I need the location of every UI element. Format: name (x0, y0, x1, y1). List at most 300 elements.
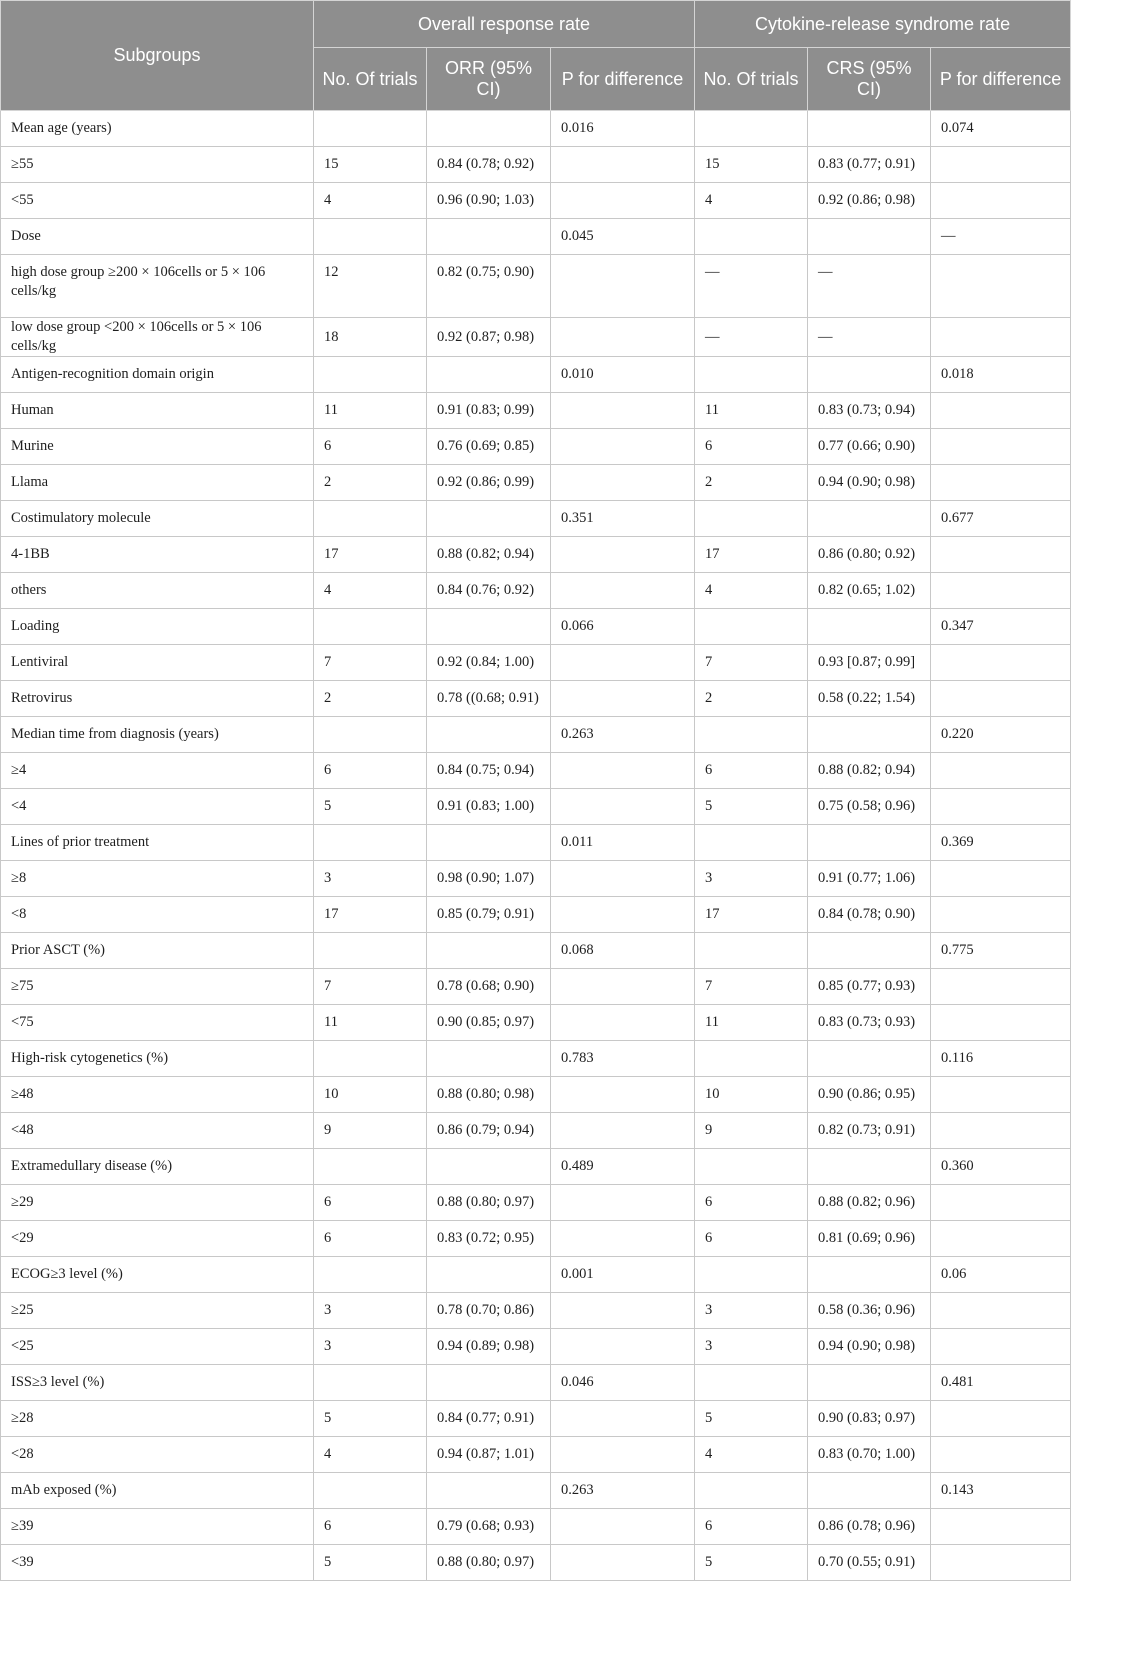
orr-ci-header: ORR (95% CI) (427, 48, 551, 111)
subgroup-label-cell: <48 (1, 1113, 314, 1149)
crs-value-cell: 0.83 (0.73; 0.94) (808, 393, 931, 429)
crs-trials-cell (695, 825, 808, 861)
orr-value-cell: 0.78 (0.70; 0.86) (427, 1293, 551, 1329)
subgroup-label-cell: ≥75 (1, 969, 314, 1005)
orr-value-cell: 0.92 (0.87; 0.98) (427, 318, 551, 357)
subgroup-label-cell: Median time from diagnosis (years) (1, 717, 314, 753)
table-row (1, 1041, 1071, 1077)
crs-value-cell: 0.81 (0.69; 0.96) (808, 1221, 931, 1257)
crs-trials-cell: — (695, 318, 808, 357)
subgroup-label-cell: Dose (1, 219, 314, 255)
orr-value-cell (427, 1473, 551, 1509)
crs-trials-cell: 17 (695, 537, 808, 573)
subgroup-label-cell: <25 (1, 1329, 314, 1365)
orr-value-cell: 0.85 (0.79; 0.91) (427, 897, 551, 933)
table-row (1, 501, 1071, 537)
orr-value-cell: 0.84 (0.75; 0.94) (427, 753, 551, 789)
crs-p-value-cell (931, 645, 1071, 681)
orr-value-cell: 0.84 (0.76; 0.92) (427, 573, 551, 609)
table-row (1, 219, 1071, 255)
subgroup-label-cell: ≥28 (1, 1401, 314, 1437)
orr-trials-cell: 10 (314, 1077, 427, 1113)
crs-p-value-cell (931, 861, 1071, 897)
orr-trials-cell: 7 (314, 645, 427, 681)
table-row (1, 1293, 1071, 1329)
orr-trials-cell: 3 (314, 1329, 427, 1365)
crs-p-value-cell (931, 897, 1071, 933)
orr-value-cell (427, 219, 551, 255)
crs-value-cell: 0.83 (0.70; 1.00) (808, 1437, 931, 1473)
table-row (1, 933, 1071, 969)
orr-p-value-cell (551, 897, 695, 933)
orr-trials-cell: 12 (314, 255, 427, 318)
orr-value-cell: 0.84 (0.77; 0.91) (427, 1401, 551, 1437)
crs-trials-cell: 6 (695, 429, 808, 465)
orr-p-value-cell: 0.045 (551, 219, 695, 255)
subgroup-label-cell: <55 (1, 183, 314, 219)
orr-p-value-cell: 0.016 (551, 111, 695, 147)
crs-trials-cell (695, 609, 808, 645)
subgroup-label-cell: ISS≥3 level (%) (1, 1365, 314, 1401)
table-row (1, 1257, 1071, 1293)
crs-trials-cell: 2 (695, 681, 808, 717)
crs-value-cell: 0.90 (0.86; 0.95) (808, 1077, 931, 1113)
crs-value-cell (808, 1149, 931, 1185)
crs-p-value-cell (931, 573, 1071, 609)
orr-trials-cell: 15 (314, 147, 427, 183)
orr-p-value-cell: 0.001 (551, 1257, 695, 1293)
orr-p-value-cell (551, 1113, 695, 1149)
orr-p-value-cell: 0.351 (551, 501, 695, 537)
crs-value-cell: 0.83 (0.77; 0.91) (808, 147, 931, 183)
crs-p-value-cell (931, 537, 1071, 573)
table-row (1, 1005, 1071, 1041)
crs-value-cell: — (808, 255, 931, 318)
crs-trials-cell (695, 1257, 808, 1293)
crs-value-cell: 0.93 [0.87; 0.99] (808, 645, 931, 681)
orr-trials-cell (314, 1041, 427, 1077)
orr-trials-cell: 6 (314, 1185, 427, 1221)
orr-p-value-cell (551, 1293, 695, 1329)
subgroup-label-cell: Antigen-recognition domain origin (1, 357, 314, 393)
crs-p-value-cell (931, 789, 1071, 825)
orr-p-value-cell (551, 537, 695, 573)
crs-value-cell: 0.94 (0.90; 0.98) (808, 465, 931, 501)
crs-trials-cell: — (695, 255, 808, 318)
orr-value-cell: 0.88 (0.82; 0.94) (427, 537, 551, 573)
orr-value-cell: 0.86 (0.79; 0.94) (427, 1113, 551, 1149)
orr-group-header: Overall response rate (314, 1, 695, 48)
orr-value-cell: 0.79 (0.68; 0.93) (427, 1509, 551, 1545)
orr-trials-cell: 4 (314, 183, 427, 219)
table-row (1, 1221, 1071, 1257)
orr-trials-cell (314, 111, 427, 147)
orr-p-value-cell (551, 183, 695, 219)
subgroup-label-cell: ≥48 (1, 1077, 314, 1113)
orr-p-value-cell (551, 1077, 695, 1113)
crs-p-value-cell (931, 1437, 1071, 1473)
orr-value-cell: 0.96 (0.90; 1.03) (427, 183, 551, 219)
crs-trials-cell (695, 501, 808, 537)
orr-value-cell: 0.94 (0.89; 0.98) (427, 1329, 551, 1365)
orr-value-cell (427, 1041, 551, 1077)
orr-value-cell: 0.91 (0.83; 1.00) (427, 789, 551, 825)
orr-value-cell (427, 1365, 551, 1401)
table-row (1, 1149, 1071, 1185)
crs-trials-cell (695, 1149, 808, 1185)
crs-value-cell: 0.90 (0.83; 0.97) (808, 1401, 931, 1437)
crs-p-value-cell (931, 255, 1071, 318)
subgroup-label-cell: <29 (1, 1221, 314, 1257)
orr-value-cell: 0.88 (0.80; 0.97) (427, 1545, 551, 1581)
subgroups-header: Subgroups (1, 1, 314, 111)
orr-value-cell (427, 1257, 551, 1293)
crs-value-cell: 0.82 (0.73; 0.91) (808, 1113, 931, 1149)
crs-trials-cell: 6 (695, 1509, 808, 1545)
header-group-row (1, 1, 1071, 48)
orr-value-cell: 0.98 (0.90; 1.07) (427, 861, 551, 897)
table-row (1, 969, 1071, 1005)
crs-value-cell (808, 933, 931, 969)
crs-p-value-cell (931, 1293, 1071, 1329)
crs-value-cell: 0.94 (0.90; 0.98) (808, 1329, 931, 1365)
table-row (1, 183, 1071, 219)
table-row (1, 789, 1071, 825)
crs-value-cell: 0.77 (0.66; 0.90) (808, 429, 931, 465)
crs-trials-cell: 5 (695, 1401, 808, 1437)
crs-p-value-cell: 0.143 (931, 1473, 1071, 1509)
crs-trials-cell: 4 (695, 183, 808, 219)
crs-p-value-cell (931, 429, 1071, 465)
orr-value-cell: 0.78 ((0.68; 0.91) (427, 681, 551, 717)
table-row (1, 429, 1071, 465)
crs-trials-cell: 3 (695, 861, 808, 897)
orr-value-cell: 0.83 (0.72; 0.95) (427, 1221, 551, 1257)
crs-p-value-cell (931, 1005, 1071, 1041)
crs-trials-cell (695, 1473, 808, 1509)
crs-value-cell: 0.92 (0.86; 0.98) (808, 183, 931, 219)
subgroup-label-cell: Lentiviral (1, 645, 314, 681)
orr-trials-cell: 6 (314, 753, 427, 789)
crs-p-value-cell: 0.481 (931, 1365, 1071, 1401)
subgroup-label-cell: Human (1, 393, 314, 429)
orr-trials-cell (314, 609, 427, 645)
no-trials-header-crs: No. Of trials (695, 48, 808, 111)
table-row (1, 609, 1071, 645)
crs-trials-cell: 10 (695, 1077, 808, 1113)
subgroup-label-cell: <8 (1, 897, 314, 933)
crs-p-value-cell (931, 318, 1071, 357)
table-row (1, 645, 1071, 681)
orr-trials-cell: 6 (314, 1221, 427, 1257)
crs-p-value-cell (931, 1221, 1071, 1257)
crs-p-value-cell (931, 753, 1071, 789)
orr-trials-cell: 4 (314, 1437, 427, 1473)
crs-p-value-cell (931, 1185, 1071, 1221)
crs-p-value-cell (931, 1545, 1071, 1581)
orr-trials-cell (314, 1473, 427, 1509)
crs-p-value-cell: — (931, 219, 1071, 255)
table-row (1, 753, 1071, 789)
crs-value-cell (808, 1041, 931, 1077)
orr-trials-cell: 6 (314, 1509, 427, 1545)
crs-trials-cell: 2 (695, 465, 808, 501)
orr-trials-cell: 5 (314, 1401, 427, 1437)
crs-p-value-cell (931, 1113, 1071, 1149)
crs-p-value-cell (931, 1077, 1071, 1113)
subgroup-label-cell: Prior ASCT (%) (1, 933, 314, 969)
orr-value-cell (427, 1149, 551, 1185)
subgroup-label-cell: Retrovirus (1, 681, 314, 717)
orr-p-value-cell (551, 147, 695, 183)
crs-p-value-cell: 0.775 (931, 933, 1071, 969)
subgroup-label-cell: <28 (1, 1437, 314, 1473)
table-row (1, 861, 1071, 897)
crs-value-cell: 0.82 (0.65; 1.02) (808, 573, 931, 609)
crs-trials-cell: 7 (695, 969, 808, 1005)
orr-trials-cell: 2 (314, 681, 427, 717)
orr-trials-cell: 7 (314, 969, 427, 1005)
orr-trials-cell: 5 (314, 1545, 427, 1581)
orr-value-cell: 0.92 (0.86; 0.99) (427, 465, 551, 501)
crs-value-cell: 0.84 (0.78; 0.90) (808, 897, 931, 933)
orr-p-value-cell (551, 393, 695, 429)
orr-trials-cell: 5 (314, 789, 427, 825)
crs-p-value-cell: 0.360 (931, 1149, 1071, 1185)
crs-p-value-cell (931, 1329, 1071, 1365)
orr-value-cell: 0.82 (0.75; 0.90) (427, 255, 551, 318)
orr-value-cell: 0.90 (0.85; 0.97) (427, 1005, 551, 1041)
subgroup-label-cell: High-risk cytogenetics (%) (1, 1041, 314, 1077)
orr-trials-cell (314, 219, 427, 255)
crs-p-value-cell: 0.677 (931, 501, 1071, 537)
crs-p-value-cell (931, 183, 1071, 219)
table-row (1, 573, 1071, 609)
table-body (1, 111, 1071, 1581)
crs-trials-cell: 5 (695, 789, 808, 825)
table-row (1, 393, 1071, 429)
crs-p-value-cell: 0.220 (931, 717, 1071, 753)
table-row (1, 1401, 1071, 1437)
subgroup-label-cell: mAb exposed (%) (1, 1473, 314, 1509)
orr-value-cell: 0.88 (0.80; 0.98) (427, 1077, 551, 1113)
table-row (1, 1509, 1071, 1545)
p-difference-header-orr: P for difference (551, 48, 695, 111)
subgroup-label-cell: 4-1BB (1, 537, 314, 573)
table-header (1, 1, 1071, 111)
subgroup-label-cell: ≥25 (1, 1293, 314, 1329)
crs-trials-cell: 3 (695, 1329, 808, 1365)
crs-trials-cell (695, 219, 808, 255)
table-row (1, 897, 1071, 933)
crs-value-cell: 0.88 (0.82; 0.94) (808, 753, 931, 789)
crs-p-value-cell: 0.369 (931, 825, 1071, 861)
crs-p-value-cell (931, 465, 1071, 501)
crs-p-value-cell: 0.074 (931, 111, 1071, 147)
orr-value-cell (427, 609, 551, 645)
orr-p-value-cell: 0.263 (551, 1473, 695, 1509)
table-row (1, 465, 1071, 501)
table-row (1, 357, 1071, 393)
orr-p-value-cell (551, 645, 695, 681)
orr-p-value-cell (551, 465, 695, 501)
orr-p-value-cell (551, 1545, 695, 1581)
orr-value-cell: 0.92 (0.84; 1.00) (427, 645, 551, 681)
orr-p-value-cell: 0.489 (551, 1149, 695, 1185)
orr-p-value-cell (551, 1221, 695, 1257)
orr-value-cell (427, 933, 551, 969)
crs-value-cell (808, 111, 931, 147)
crs-value-cell (808, 1365, 931, 1401)
orr-p-value-cell (551, 753, 695, 789)
subgroup-label-cell: <4 (1, 789, 314, 825)
table-row (1, 717, 1071, 753)
orr-p-value-cell (551, 573, 695, 609)
orr-trials-cell: 9 (314, 1113, 427, 1149)
subgroup-label-cell: Lines of prior treatment (1, 825, 314, 861)
crs-trials-cell: 11 (695, 393, 808, 429)
orr-p-value-cell (551, 255, 695, 318)
orr-p-value-cell: 0.066 (551, 609, 695, 645)
crs-p-value-cell (931, 1401, 1071, 1437)
crs-trials-cell: 9 (695, 1113, 808, 1149)
crs-trials-cell (695, 717, 808, 753)
orr-p-value-cell: 0.068 (551, 933, 695, 969)
crs-p-value-cell: 0.116 (931, 1041, 1071, 1077)
orr-trials-cell: 17 (314, 897, 427, 933)
orr-trials-cell (314, 933, 427, 969)
orr-trials-cell (314, 501, 427, 537)
crs-value-cell (808, 357, 931, 393)
orr-value-cell: 0.94 (0.87; 1.01) (427, 1437, 551, 1473)
crs-value-cell: 0.85 (0.77; 0.93) (808, 969, 931, 1005)
table-row (1, 1113, 1071, 1149)
orr-trials-cell: 18 (314, 318, 427, 357)
orr-trials-cell (314, 825, 427, 861)
orr-p-value-cell (551, 1401, 695, 1437)
crs-trials-cell: 4 (695, 573, 808, 609)
orr-p-value-cell (551, 1329, 695, 1365)
table-row (1, 1473, 1071, 1509)
orr-value-cell (427, 501, 551, 537)
crs-value-cell (808, 1473, 931, 1509)
orr-p-value-cell (551, 318, 695, 357)
table-row (1, 255, 1071, 318)
crs-trials-cell (695, 933, 808, 969)
orr-value-cell: 0.91 (0.83; 0.99) (427, 393, 551, 429)
subgroup-label-cell: others (1, 573, 314, 609)
orr-value-cell: 0.76 (0.69; 0.85) (427, 429, 551, 465)
subgroup-label-cell: high dose group ≥200 × 106cells or 5 × 106 cells/kg (1, 255, 314, 318)
crs-trials-cell (695, 1041, 808, 1077)
orr-p-value-cell (551, 1509, 695, 1545)
crs-value-cell: 0.91 (0.77; 1.06) (808, 861, 931, 897)
crs-trials-cell: 15 (695, 147, 808, 183)
crs-p-value-cell: 0.06 (931, 1257, 1071, 1293)
subgroup-label-cell: Extramedullary disease (%) (1, 1149, 314, 1185)
crs-trials-cell: 6 (695, 1185, 808, 1221)
subgroup-label-cell: ≥8 (1, 861, 314, 897)
orr-trials-cell: 11 (314, 1005, 427, 1041)
orr-p-value-cell (551, 1005, 695, 1041)
orr-value-cell: 0.78 (0.68; 0.90) (427, 969, 551, 1005)
orr-trials-cell (314, 1365, 427, 1401)
subgroup-label-cell: ECOG≥3 level (%) (1, 1257, 314, 1293)
crs-value-cell (808, 219, 931, 255)
crs-trials-cell (695, 1365, 808, 1401)
table-row (1, 147, 1071, 183)
orr-trials-cell: 3 (314, 1293, 427, 1329)
no-trials-header-orr: No. Of trials (314, 48, 427, 111)
table-row (1, 1437, 1071, 1473)
crs-trials-cell: 6 (695, 753, 808, 789)
orr-trials-cell: 11 (314, 393, 427, 429)
subgroup-label-cell: Murine (1, 429, 314, 465)
orr-value-cell (427, 111, 551, 147)
orr-p-value-cell (551, 1437, 695, 1473)
orr-p-value-cell: 0.783 (551, 1041, 695, 1077)
orr-value-cell (427, 825, 551, 861)
crs-trials-cell: 6 (695, 1221, 808, 1257)
subgroup-label-cell: <75 (1, 1005, 314, 1041)
crs-value-cell: 0.86 (0.78; 0.96) (808, 1509, 931, 1545)
subgroup-label-cell: ≥4 (1, 753, 314, 789)
crs-value-cell: 0.58 (0.36; 0.96) (808, 1293, 931, 1329)
crs-group-header: Cytokine-release syndrome rate (695, 1, 1071, 48)
crs-p-value-cell: 0.347 (931, 609, 1071, 645)
crs-value-cell (808, 501, 931, 537)
crs-value-cell: 0.88 (0.82; 0.96) (808, 1185, 931, 1221)
subgroup-label-cell: ≥39 (1, 1509, 314, 1545)
orr-p-value-cell (551, 789, 695, 825)
crs-value-cell: 0.86 (0.80; 0.92) (808, 537, 931, 573)
crs-value-cell (808, 609, 931, 645)
p-difference-header-crs: P for difference (931, 48, 1071, 111)
orr-p-value-cell: 0.011 (551, 825, 695, 861)
orr-trials-cell (314, 1257, 427, 1293)
subgroup-label-cell: Costimulatory molecule (1, 501, 314, 537)
subgroup-label-cell: ≥29 (1, 1185, 314, 1221)
subgroup-label-cell: Loading (1, 609, 314, 645)
orr-p-value-cell: 0.263 (551, 717, 695, 753)
crs-trials-cell: 3 (695, 1293, 808, 1329)
orr-trials-cell (314, 717, 427, 753)
orr-value-cell (427, 357, 551, 393)
orr-p-value-cell (551, 1185, 695, 1221)
table-row (1, 1329, 1071, 1365)
crs-trials-cell: 5 (695, 1545, 808, 1581)
crs-value-cell: 0.75 (0.58; 0.96) (808, 789, 931, 825)
orr-value-cell: 0.84 (0.78; 0.92) (427, 147, 551, 183)
subgroup-label-cell: ≥55 (1, 147, 314, 183)
orr-p-value-cell (551, 861, 695, 897)
orr-trials-cell (314, 357, 427, 393)
crs-trials-cell: 4 (695, 1437, 808, 1473)
crs-p-value-cell: 0.018 (931, 357, 1071, 393)
orr-p-value-cell (551, 429, 695, 465)
subgroup-label-cell: low dose group <200 × 106cells or 5 × 106 cells/kg (1, 318, 314, 357)
orr-p-value-cell: 0.046 (551, 1365, 695, 1401)
table-row (1, 1077, 1071, 1113)
crs-value-cell (808, 717, 931, 753)
crs-p-value-cell (931, 969, 1071, 1005)
orr-value-cell: 0.88 (0.80; 0.97) (427, 1185, 551, 1221)
crs-value-cell: 0.58 (0.22; 1.54) (808, 681, 931, 717)
orr-trials-cell: 6 (314, 429, 427, 465)
subgroup-label-cell: Mean age (years) (1, 111, 314, 147)
table-row (1, 318, 1071, 357)
table-row (1, 1545, 1071, 1581)
